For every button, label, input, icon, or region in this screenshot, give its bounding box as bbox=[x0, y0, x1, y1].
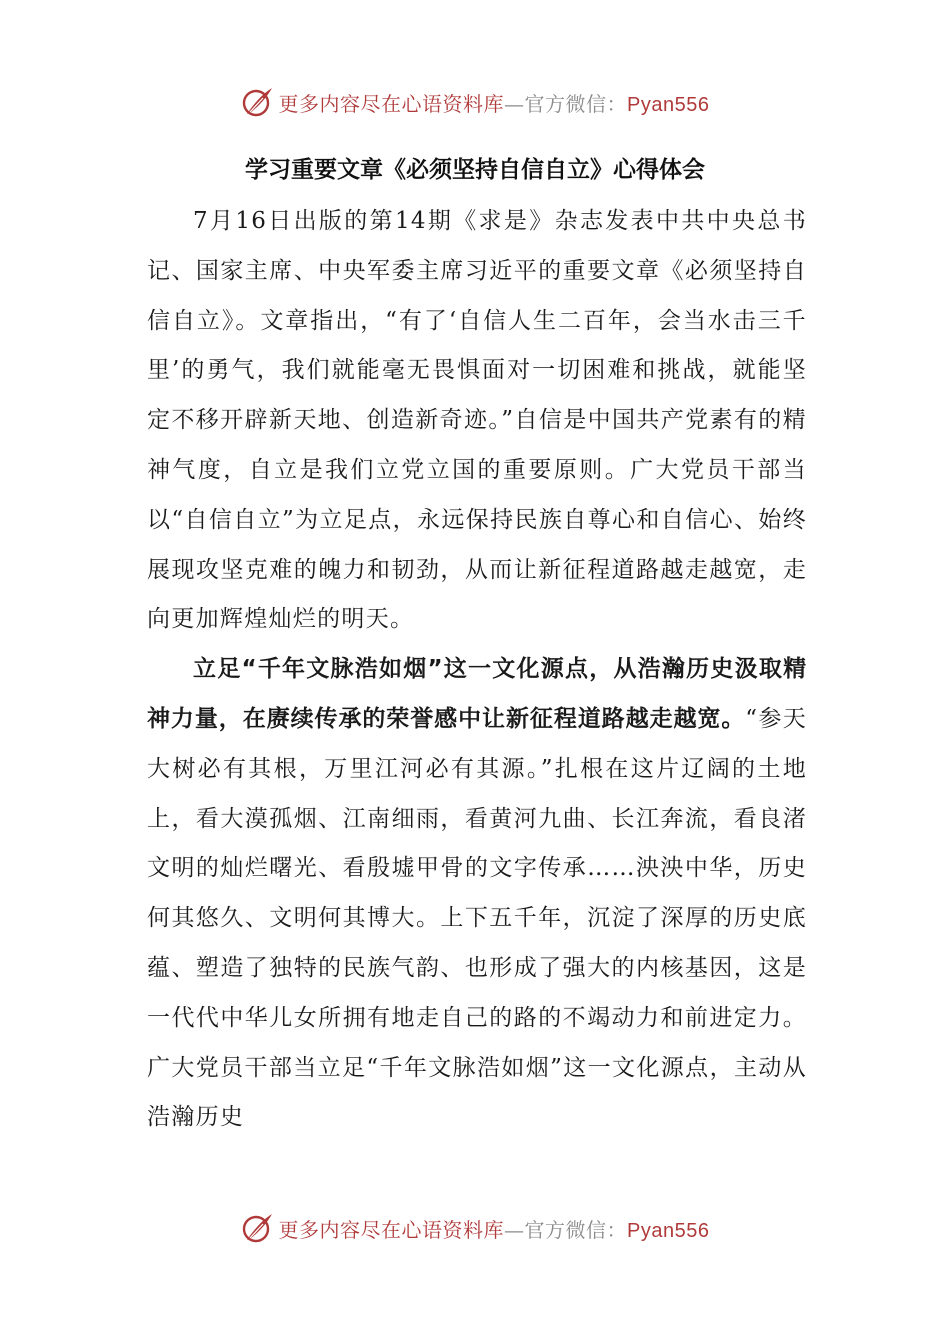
header-banner-id: Pyan556 bbox=[627, 93, 710, 116]
quill-pen-logo-icon bbox=[241, 85, 275, 119]
paragraph-2-bold-lead: 立足“千年文脉浩如烟”这一文化源点，从浩瀚历史汲取精神力量，在赓续传承的荣誉感中让新征程道路越走越宽。 bbox=[147, 656, 807, 732]
footer-banner-text bbox=[279, 1214, 710, 1243]
footer-banner-id: Pyan556 bbox=[627, 1219, 710, 1242]
footer-banner bbox=[0, 1208, 950, 1248]
quill-pen-logo-icon bbox=[241, 1211, 275, 1245]
document-title: 学习重要文章《必须坚持自信自立》心得体会 bbox=[245, 157, 705, 183]
paragraph-2 bbox=[147, 645, 807, 1143]
header-banner-label: 官方微信： bbox=[524, 91, 628, 116]
header-banner-sep: — bbox=[504, 91, 525, 116]
paragraph-1-text: 7月16日出版的第14期《求是》杂志发表中共中央总书记、国家主席、中央军委主席习近平的重要文章《必须坚持自信自立》。文章指出，“有了‘自信人生二百年，会当水击三千里’的勇气，我们就能毫无畏惧面对一切困难和挑战，就能坚定不移开辟新天地、创造新奇迹。”自信是中国共产党素有的精神气度，自立是我们立党立国的重要原则。广大党员干部当以“自信自立”为立足点，永远保持民族自尊心和自信心、始终展现攻坚克难的魄力和韧劲，从而让新征程道路越走越宽，走向更加辉煌灿烂的明天。 bbox=[147, 208, 807, 633]
header-banner-main: 更多内容尽在心语资料库 bbox=[278, 91, 505, 116]
header-banner-text bbox=[279, 88, 710, 117]
footer-banner-label: 官方微信： bbox=[524, 1217, 628, 1242]
footer-banner-main: 更多内容尽在心语资料库 bbox=[278, 1217, 505, 1242]
document-body bbox=[147, 197, 807, 1143]
footer-banner-sep: — bbox=[504, 1217, 525, 1242]
header-banner bbox=[0, 82, 950, 122]
paragraph-2-text: “参天大树必有其根，万里江河必有其源。”扎根在这片辽阔的土地上，看大漠孤烟、江南细雨，看黄河九曲、长江奔流，看良渚文明的灿烂曙光、看殷墟甲骨的文字传承……泱泱中华，历史何其悠久、文明何其博大。上下五千年，沉淀了深厚的历史底蕴、塑造了独特的民族气韵、也形成了强大的内核基因，这是一代代中华儿女所拥有地走自己的路的不竭动力和前进定力。广大党员干部当立足“千年文脉浩如烟”这一文化源点，主动从浩瀚历史 bbox=[147, 705, 808, 1131]
paragraph-1 bbox=[147, 197, 807, 645]
